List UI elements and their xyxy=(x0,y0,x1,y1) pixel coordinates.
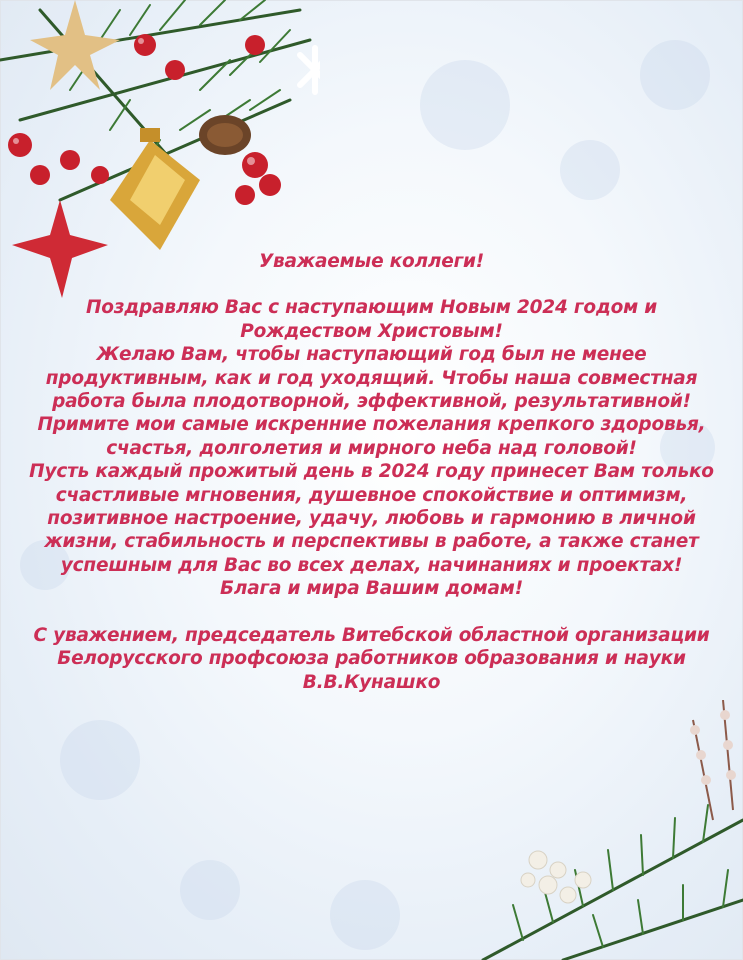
letter-paragraph-peace: Блага и мира Вашим домам! xyxy=(220,578,523,600)
snowy-fir-branch-icon xyxy=(443,700,743,960)
letter-paragraph-congratulation: Поздравляю Вас с наступающим Новым 2024 годом и Рождеством Христовым! xyxy=(85,297,658,342)
greeting-letter xyxy=(18,250,725,694)
letter-greeting: Уважаемые коллеги! xyxy=(258,251,485,272)
letter-paragraph-health: Примите мои самые искренние пожелания крепкого здоровья, счастья, долголетия и мирного неба над головой! xyxy=(37,414,706,459)
letter-paragraph-wish: Желаю Вам, чтобы наступающий год был не менее продуктивным, как и год уходящий. Чтобы наша совместная работа была плодотворной, эффективной, результативной! xyxy=(45,344,698,413)
letter-paragraph-days: Пусть каждый прожитый день в 2024 году принесет Вам только счастливые мгновения, душевное спокойствие и оптимизм, позитивное настроение, удачу, любовь и гармонию в личной жизни, стабильность и перспективы в работе, а также станет успешным для Вас во всех делах, начинаниях и проектах! xyxy=(29,461,714,576)
letter-signature: С уважением, председатель Витебской областной организации Белорусского профсоюза работников образования и науки В.В.Кунашко xyxy=(33,624,710,693)
